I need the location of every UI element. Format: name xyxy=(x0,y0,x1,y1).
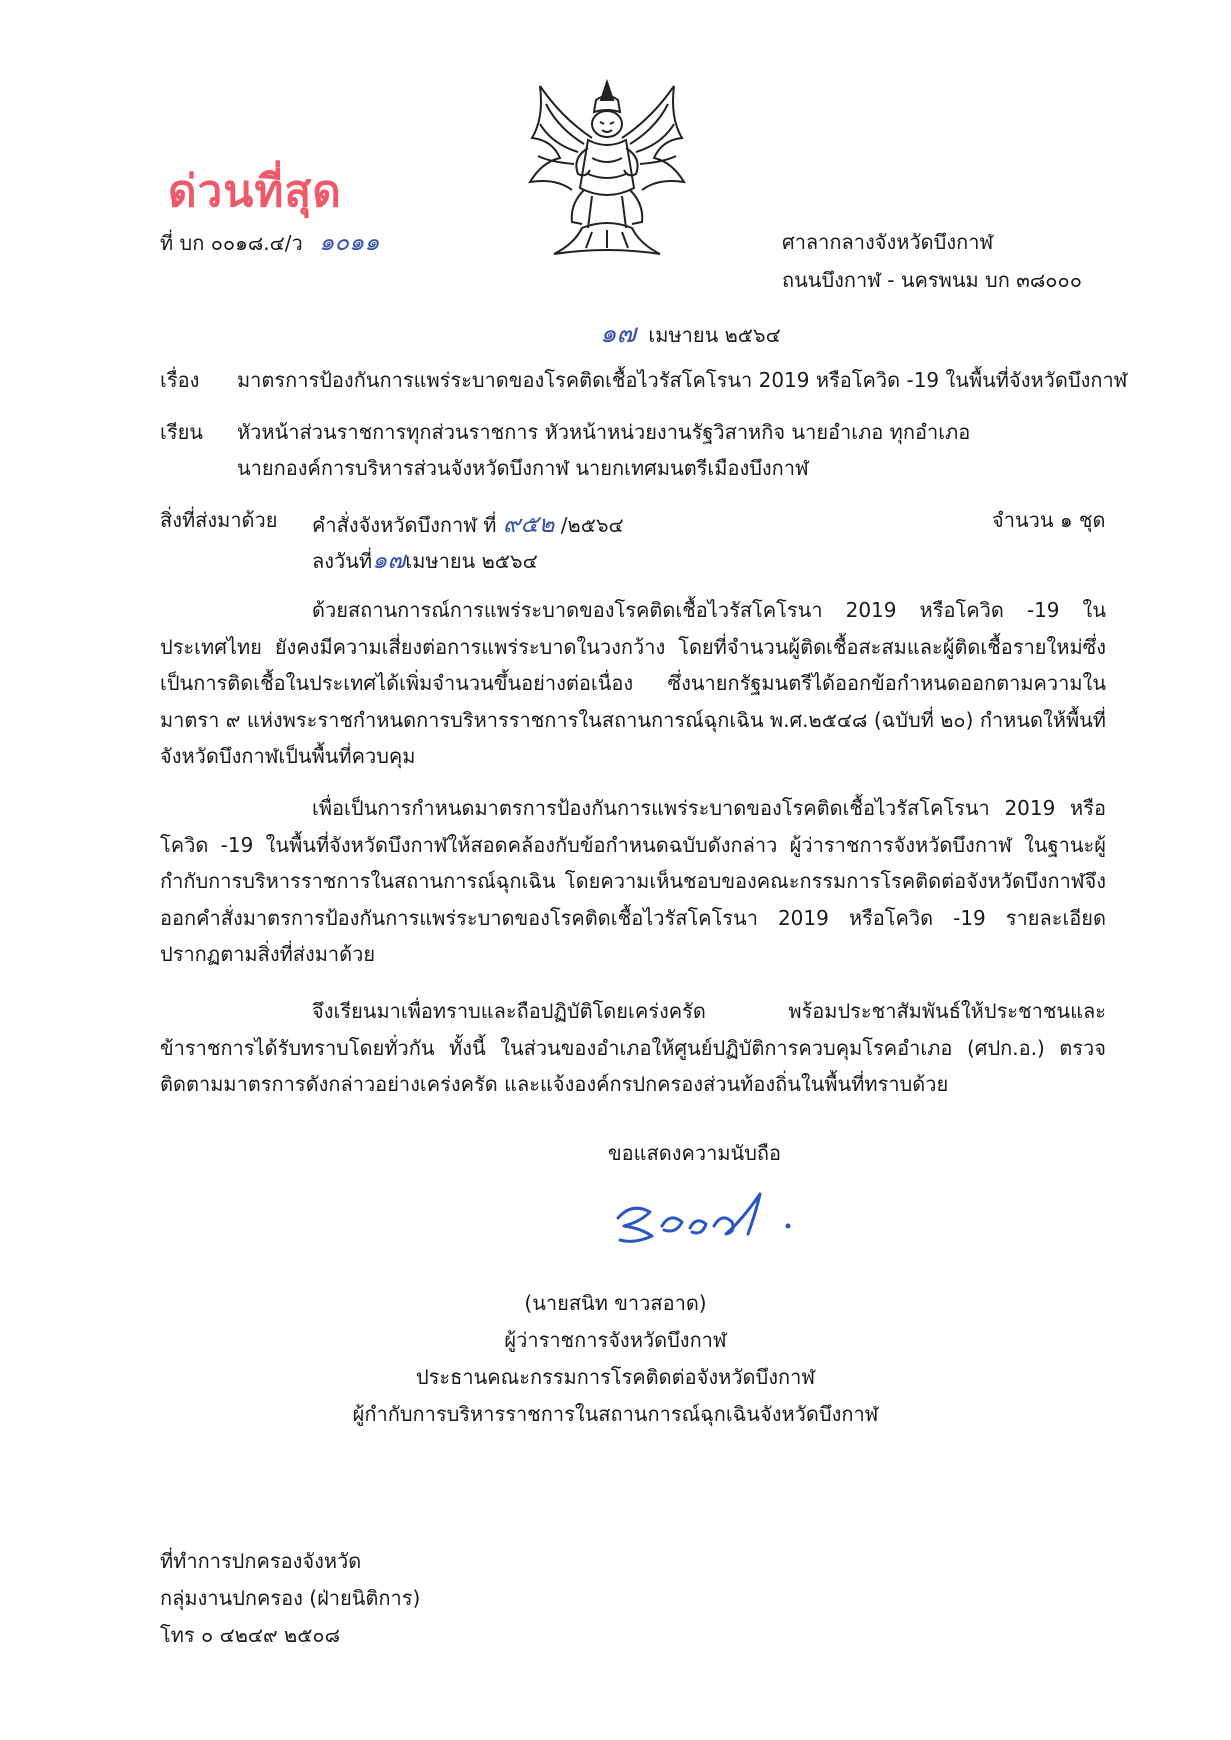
enclosure-quantity: จำนวน ๑ ชุด xyxy=(992,508,1106,532)
closing-salutation: ขอแสดงความนับถือ xyxy=(608,1141,782,1165)
recipients-line2: นายกองค์การบริหารส่วนจังหวัดบึงกาฬ นายกเทศมนตรีเมืองบึงกาฬ xyxy=(237,456,809,480)
reference-number xyxy=(160,222,379,261)
body-paragraph-1 xyxy=(160,592,1106,775)
letter-date xyxy=(600,313,781,354)
footer-phone: โทร ๐ ๔๒๔๙ ๒๕๐๘ xyxy=(160,1623,341,1647)
signer-name: (นายสนิท ขาวสอาด) xyxy=(524,1291,707,1315)
enclosure-order-suffix: /๒๕๖๔ xyxy=(560,513,624,537)
handwritten-signature-icon xyxy=(610,1182,800,1252)
enclosure-line1 xyxy=(312,504,624,543)
office-address-line2: ถนนบึงกาฬ - นครพนม บก ๓๘๐๐๐ xyxy=(782,268,1082,292)
body-paragraph-3-text: จึงเรียนมาเพื่อทราบและถือปฏิบัติโดยเคร่งครัด พร้อมประชาสัมพันธ์ให้ประชาชนและข้าราชการได้รับทราบโดยทั่วกัน ทั้งนี้ ในส่วนของอำเภอให้ศูนย์ปฏิบัติการควบคุมโรคอำเภอ (ศปก.อ.) ตรวจติดตามมาตรการดังกล่าวอย่างเคร่งครัด และแจ้งองค์กรปกครองส่วนท้องถิ่นในพื้นที่ทราบด้วย xyxy=(160,999,1106,1096)
body-paragraph-2-text: เพื่อเป็นการกำหนดมาตรการป้องกันการแพร่ระบาดของโรคติดเชื้อไวรัสโคโรนา 2019 หรือโควิด -19 ในพื้นที่จังหวัดบึงกาฬให้สอดคล้องกับข้อกำหนดฉบับดังกล่าว ผู้ว่าราชการจังหวัดบึงกาฬ ในฐานะผู้กำกับการบริหารราชการในสถานการณ์ฉุกเฉิน โดยความเห็นชอบของคณะกรรมการโรคติดต่อจังหวัดบึงกาฬจึงออกคำสั่งมาตรการป้องกันการแพร่ระบาดของโรคติดเชื้อไวรัสโคโรนา 2019 หรือโควิด -19 รายละเอียดปรากฏตามสิ่งที่ส่งมาด้วย xyxy=(160,796,1106,966)
reference-prefix: ที่ บก ๐๐๑๘.๔/ว xyxy=(160,231,303,255)
enclosure-date-suffix: เมษายน ๒๕๖๔ xyxy=(405,549,538,573)
footer-office: ที่ทำการปกครองจังหวัด xyxy=(160,1549,362,1573)
subject-text: มาตรการป้องกันการแพร่ระบาดของโรคติดเชื้อไวรัสโคโรนา 2019 หรือโควิด -19 ในพื้นที่จังหวัดบึงกาฬ xyxy=(237,368,1128,392)
recipients-line1: หัวหน้าส่วนราชการทุกส่วนราชการ หัวหน้าหน่วยงานรัฐวิสาหกิจ นายอำเภอ ทุกอำเภอ xyxy=(237,420,971,444)
garuda-emblem-icon xyxy=(522,78,692,263)
enclosure-label: สิ่งที่ส่งมาด้วย xyxy=(160,508,278,532)
reference-handwritten-number: ๑๐๑๑ xyxy=(319,228,380,256)
enclosure-handwritten-order-number: ๙๕๒ xyxy=(502,510,555,538)
subject-label: เรื่อง xyxy=(160,368,200,392)
date-handwritten-day: ๑๗ xyxy=(600,319,637,349)
signer-title-2: ประธานคณะกรรมการโรคติดต่อจังหวัดบึงกาฬ xyxy=(415,1365,816,1389)
signer-title-3: ผู้กำกับการบริหารราชการในสถานการณ์ฉุกเฉินจังหวัดบึงกาฬ xyxy=(352,1402,879,1426)
enclosure-handwritten-day: ๑๗ xyxy=(372,546,406,574)
office-address-line1: ศาลากลางจังหวัดบึงกาฬ xyxy=(782,230,994,254)
enclosure-line2 xyxy=(312,540,538,579)
date-month-year: เมษายน ๒๕๖๔ xyxy=(648,323,781,347)
enclosure-order-prefix: คำสั่งจังหวัดบึงกาฬ ที่ xyxy=(312,513,497,537)
recipients-label: เรียน xyxy=(160,420,203,444)
body-paragraph-1-text: ด้วยสถานการณ์การแพร่ระบาดของโรคติดเชื้อไวรัสโคโรนา 2019 หรือโควิด -19 ในประเทศไทย ยังคงมีความเสี่ยงต่อการแพร่ระบาดในวงกว้าง โดยที่จำนวนผู้ติดเชื้อสะสมและผู้ติดเชื้อรายใหม่ซึ่งเป็นการติดเชื้อในประเทศได้เพิ่มจำนวนขึ้นอย่างต่อเนื่อง ซึ่งนายกรัฐมนตรีได้ออกข้อกำหนดออกตามความในมาตรา ๙ แห่งพระราชกำหนดการบริหารราชการในสถานการณ์ฉุกเฉิน พ.ศ.๒๕๔๘ (ฉบับที่ ๒๐) กำหนดให้พื้นที่จังหวัดบึงกาฬเป็นพื้นที่ควบคุม xyxy=(160,598,1106,768)
footer-division: กลุ่มงานปกครอง (ฝ่ายนิติการ) xyxy=(160,1586,421,1610)
urgency-stamp: ด่วนที่สุด xyxy=(168,166,342,217)
enclosure-date-prefix: ลงวันที่ xyxy=(312,549,373,573)
body-paragraph-2 xyxy=(160,790,1106,973)
body-paragraph-3 xyxy=(160,993,1106,1103)
signer-title-1: ผู้ว่าราชการจังหวัดบึงกาฬ xyxy=(504,1328,727,1352)
